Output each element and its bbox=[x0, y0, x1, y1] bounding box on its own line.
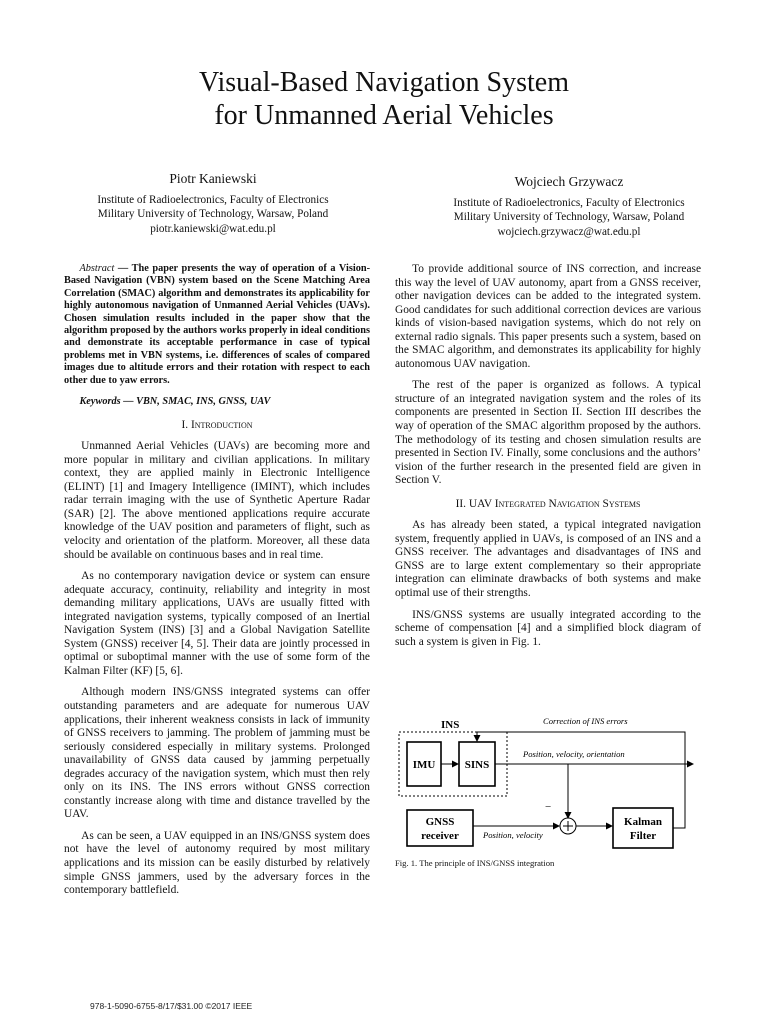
sins-label: SINS bbox=[464, 759, 490, 771]
author-block-2 bbox=[396, 175, 742, 239]
kalman-label-2: Filter bbox=[629, 830, 657, 842]
keywords: Keywords — VBN, SMAC, INS, GNSS, UAV bbox=[79, 396, 271, 408]
pv-label: Position, velocity bbox=[483, 830, 543, 840]
section-heading: I. Introduction bbox=[181, 418, 253, 431]
author-name: Piotr Kaniewski bbox=[169, 171, 257, 186]
kalman-box bbox=[613, 808, 673, 848]
minus-sign: − bbox=[545, 801, 552, 813]
paragraph: As no contemporary navigation device or system can ensure adequate accuracy, continuity, reliability and integrity in most demanding military applications, UAVs are usually fitted with integrated navigation systems, typically composed of an Inertial Navigation System (INS) [3] and a Global Navigation Satellite System (GNSS) receiver [4, 5]. Their data are jointly processed in optimal or suboptimal manner with the use of some form of the Kalman Filter (KF) [5, 6]. bbox=[64, 570, 370, 677]
abstract-text: — The paper presents the way of operation of a Vision-Based Navigation (VBN) system based on the Scene Matching Area Correlation (SMAC) algorithm and demonstrates its applicability for highly autonomous navigation of Unmanned Aerial Vehicles (UAVs). Chosen simulation results included in the paper show that the algorithm proposed by the authors works properly in ideal conditions and demonstrate its acceptable performance in case of typical problems met in VBN systems, i.e. differences of scales of compared images due to altitude errors and their rotation with respect to each other due to yaw errors. bbox=[64, 263, 370, 386]
title-line-1: Visual-Based Navigation System bbox=[198, 67, 570, 98]
copyright-footer: 978-1-5090-6755-8/17/$31.00 ©2017 IEEE bbox=[90, 1001, 253, 1011]
gnss-label: GNSS bbox=[425, 816, 455, 828]
paragraph: As can be seen, a UAV equipped in an INS/GNSS system does not have the level of autonomy required by most military applications and its mission can be easily disturbed by relatively simple GNSS jammers, used by the adversary forces in the contemporary battlefield. bbox=[64, 829, 370, 897]
paragraph: Although modern INS/GNSS integrated systems can offer outstanding parameters and are adequate for numerous UAV applications, their inherent weakness consists in lack of immunity of GNSS receivers to jamming. The problem of jamming must be seriously considered especially in military systems. Prolonged unavailability of GNSS data caused by jamming perpetually degrades accuracy of the navigation system, which must then rely only on its INS. The INS errors without GNSS correction constantly increase along with time and distance travelled by the UAV. bbox=[64, 686, 370, 821]
abstract bbox=[64, 263, 370, 387]
imu-label: IMU bbox=[412, 759, 436, 771]
title-line-2: for Unmanned Aerial Vehicles bbox=[214, 100, 554, 131]
abstract-label: Abstract bbox=[79, 263, 115, 274]
author-name: Wojciech Grzywacz bbox=[514, 174, 624, 189]
right-column bbox=[395, 263, 701, 657]
author-affiliation: Military University of Technology, Warsaw, Poland bbox=[97, 208, 329, 220]
kalman-label: Kalman bbox=[624, 816, 662, 828]
correction-feedback-arrow bbox=[477, 732, 685, 828]
paragraph: To provide additional source of INS correction, and increase this way the level of UAV autonomy, apart from a GNSS receiver, other navigation devices can be added to the integrated system. Good candidates for such additional correction devices are various kinds of vision-based navigation systems, which do not rely on external radio signals. This paper presents such a system, based on the SMAC algorithm, and demonstrates its applicability for highly autonomous UAV navigation. bbox=[395, 263, 701, 370]
paragraph: As has already been stated, a typical integrated navigation system, frequently applied in UAVs, is composed of an INS and a GNSS receiver. The advantages and disadvantages of INS and GNSS are to large extent complementary so their appropriate integration can eliminate drawbacks of both systems and make optimal use of their strengths. bbox=[395, 519, 701, 600]
author-email: piotr.kaniewski@wat.edu.pl bbox=[150, 222, 276, 235]
author-affiliation: Institute of Radioelectronics, Faculty of Electronics bbox=[453, 196, 685, 209]
paper-title bbox=[0, 66, 768, 132]
author-email: wojciech.grzywacz@wat.edu.pl bbox=[497, 225, 641, 238]
author-affiliation: Institute of Radioelectronics, Faculty of Electronics bbox=[97, 193, 329, 206]
gnss-label-2: receiver bbox=[421, 830, 459, 842]
figure-caption: Fig. 1. The principle of INS/GNSS integration bbox=[395, 858, 555, 868]
section-heading: II. UAV Integrated Navigation Systems bbox=[455, 497, 641, 510]
paragraph: The rest of the paper is organized as follows. A typical structure of an integrated navigation system and the roles of its components are presented in Section II. Section III describes the way of operation of the SMAC algorithm proposed by the authors. The methodology of its testing and chosen simulation results are presented in Section IV. Finally, some conclusions and the authors’ vision of the further research in the presented field are given in Section V. bbox=[395, 379, 701, 487]
block-diagram bbox=[395, 712, 715, 854]
paragraph: Unmanned Aerial Vehicles (UAVs) are becoming more and more popular in military and civilian applications. In military context, they are applied mainly in Electronic Intelligence (ELINT) [1] and Imagery Intelligence (IMINT), which includes radar terrain imaging with the use of Synthetic Aperture Radar (SAR) [2]. The above mentioned applications require accurate knowledge of the UAV position and parameters of flight, such as velocity and orientation of the platform. Moreover, all these data should be available on continuous bases and in real time. bbox=[64, 440, 370, 561]
author-affiliation: Military University of Technology, Warsaw, Poland bbox=[453, 211, 685, 223]
pvo-label: Position, velocity, orientation bbox=[523, 749, 625, 759]
ins-label: INS bbox=[441, 719, 460, 731]
author-block-1 bbox=[40, 172, 386, 236]
correction-label: Correction of INS errors bbox=[543, 716, 628, 726]
left-column bbox=[64, 263, 370, 906]
paragraph: INS/GNSS systems are usually integrated according to the scheme of compensation [4] and a simplified block diagram of such a system is given in Fig. 1. bbox=[395, 608, 701, 648]
